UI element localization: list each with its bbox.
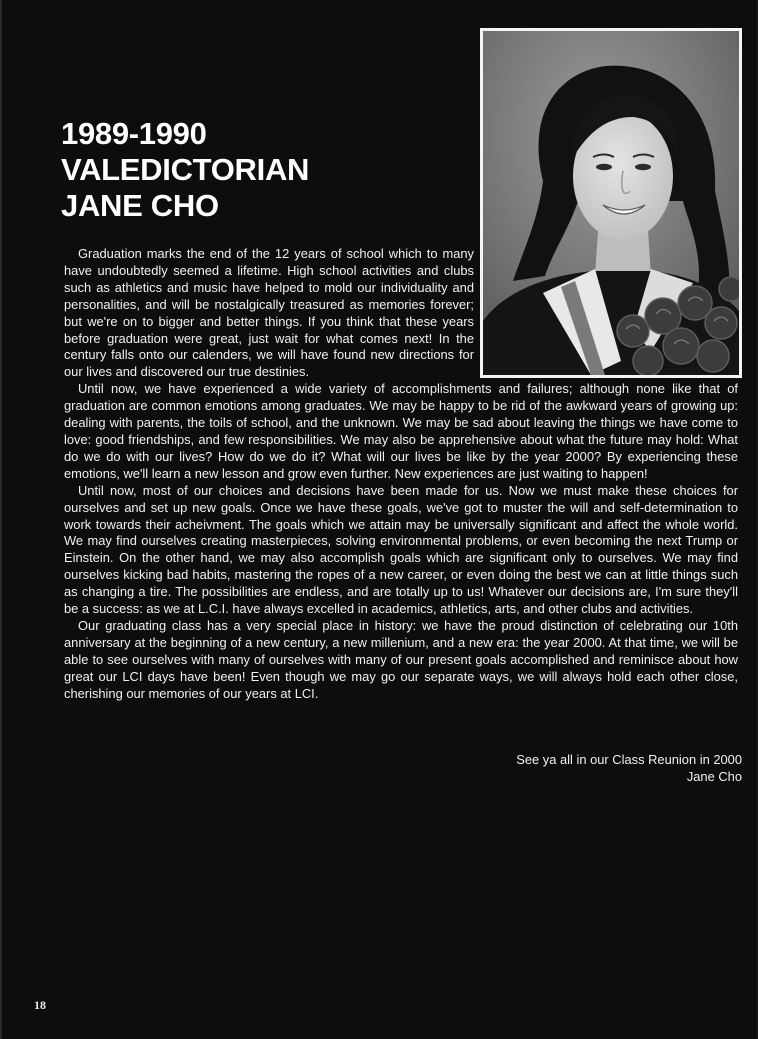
signoff-signature: Jane Cho bbox=[686, 769, 742, 784]
page-title bbox=[61, 116, 309, 224]
speech-body bbox=[64, 246, 738, 702]
speech-paragraph: Until now, most of our choices and decisions have been made for us. Now we must make these choices for ourselves and set up new goals. Once we have these goals, we've got to muster the will and self-determination to work towards their acheivment. The goals which we attain may be universally significant and affect the whole world. We may find ourselves creating masterpieces, solving environmental problems, or even becoming the next Trump or Einstein. On the other hand, we may also accomplish goals which are significant only to ourselves. We may find ourselves kicking bad habits, mastering the ropes of a new career, or even doing the best we can at little things such as changing a tire. The possibilities are endless, and are totally up to us! Whatever our decisions are, I'm sure they'll be a success: as we at L.C.I. have always excelled in academics, athletics, arts, and other clubs and activities. bbox=[64, 482, 738, 617]
title-year: 1989-1990 bbox=[61, 116, 207, 151]
portrait-eye-right bbox=[635, 164, 651, 170]
title-name: JANE CHO bbox=[61, 188, 219, 223]
title-role: VALEDICTORIAN bbox=[61, 152, 310, 187]
speech-paragraph: Our graduating class has a very special place in history: we have the proud distinction of celebrating our 10th anniversary at the beginning of a new century, a new millenium, and a new era: the year 2000. At that time, we will be able to see ourselves with many of ourselves with many of our present goals accomplished and reminisce about how great our LCI days have been! Even though we may go our separate ways, we will always hold each other close, cherishing our memories of our years at LCI. bbox=[64, 617, 738, 701]
page-number: 18 bbox=[34, 998, 46, 1012]
portrait-eye-left bbox=[596, 164, 612, 170]
speech-paragraph: Until now, we have experienced a wide variety of accomplishments and failures; although none like that of graduation are common emotions among graduates. We may be happy to be rid of the awkward years of growing up: dealing with parents, the toils of school, and the unknown. We may be sad about leaving the things we have come to love: good friendships, and few responsibilities. We may also be apprehensive about what the future may hold: What do we do with our lives? How do we do it? What will our lives be like by the year 2000? By experiencing these emotions, we'll learn a new lesson and grow even further. New experiences are just waiting to happen! bbox=[64, 381, 738, 481]
signoff-message: See ya all in our Class Reunion in 2000 bbox=[516, 752, 742, 767]
speech-paragraph: Graduation marks the end of the 12 years of school which to many have undoubtedly seemed a lifetime. High school activities and clubs such as athletics and music have helped to mold our individuality and personalities, and will be nostalgically treasured as memories forever; but we're on to bigger and better things. If you think that these years before graduation were great, just wait for what comes next! In the century falls onto our calenders, we will have found new directions for our lives and discovered our true destinies. bbox=[64, 246, 474, 380]
signoff bbox=[516, 751, 742, 785]
